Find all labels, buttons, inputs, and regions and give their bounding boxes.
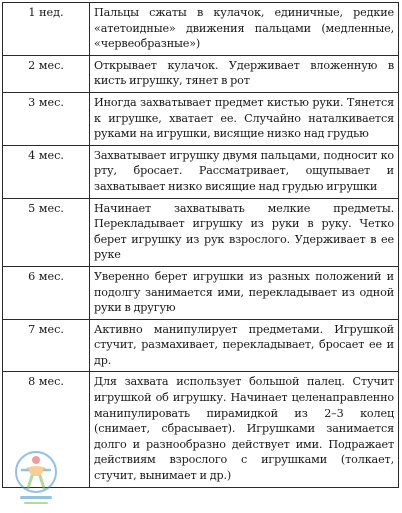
age-cell: 5 мес. — [3, 198, 90, 266]
table-row — [3, 92, 399, 145]
description-cell: Открывает кулачок. Удерживает вложенную в кисть игрушку, тянет в рот — [90, 55, 399, 92]
description-cell: Для захвата использует большой палец. Стучит игрушкой об игрушку. Начинает целенаправленно манипулировать пирамидкой из 2–3 колец (снимает, сбрасывает). Игрушками занимается долго и разнообразно действует ими. Подражает действиям взрослого с игрушками (толкает, стучит, вынимает и др.) — [90, 372, 399, 487]
description-cell: Уверенно берет игрушки из разных положений и подолгу занимается ими, перекладывает из одной руки в другую — [90, 266, 399, 319]
development-table — [2, 2, 399, 488]
table-row — [3, 266, 399, 319]
table-row — [3, 319, 399, 372]
table-row — [3, 372, 399, 487]
table-row — [3, 3, 399, 56]
description-cell: Захватывает игрушку двумя пальцами, подносит ко рту, бросает. Рассматривает, ощупывает и захватывает низко висящие над грудью игрушки — [90, 145, 399, 198]
age-cell: 7 мес. — [3, 319, 90, 372]
table-row — [3, 145, 399, 198]
description-cell: Пальцы сжаты в кулачок, единичные, редкие «атетоидные» движения пальцами (медленные, «червеобразные») — [90, 3, 399, 56]
description-cell: Начинает захватывать мелкие предметы. Перекладывает игрушку из руки в руку. Четко берет игрушку из рук взрослого. Удерживает в ее руке — [90, 198, 399, 266]
age-cell: 2 мес. — [3, 55, 90, 92]
table-row — [3, 55, 399, 92]
description-cell: Иногда захватывает предмет кистью руки. Тянется к игрушке, хватает ее. Случайно наталкивается руками на игрушки, висящие низко над грудью — [90, 92, 399, 145]
age-cell: 4 мес. — [3, 145, 90, 198]
age-cell: 3 мес. — [3, 92, 90, 145]
age-cell: 6 мес. — [3, 266, 90, 319]
table-row — [3, 198, 399, 266]
description-cell: Активно манипулирует предметами. Игрушкой стучит, размахивает, перекладывает, бросает ее и др. — [90, 319, 399, 372]
age-cell: 1 нед. — [3, 3, 90, 56]
age-cell: 8 мес. — [3, 372, 90, 487]
